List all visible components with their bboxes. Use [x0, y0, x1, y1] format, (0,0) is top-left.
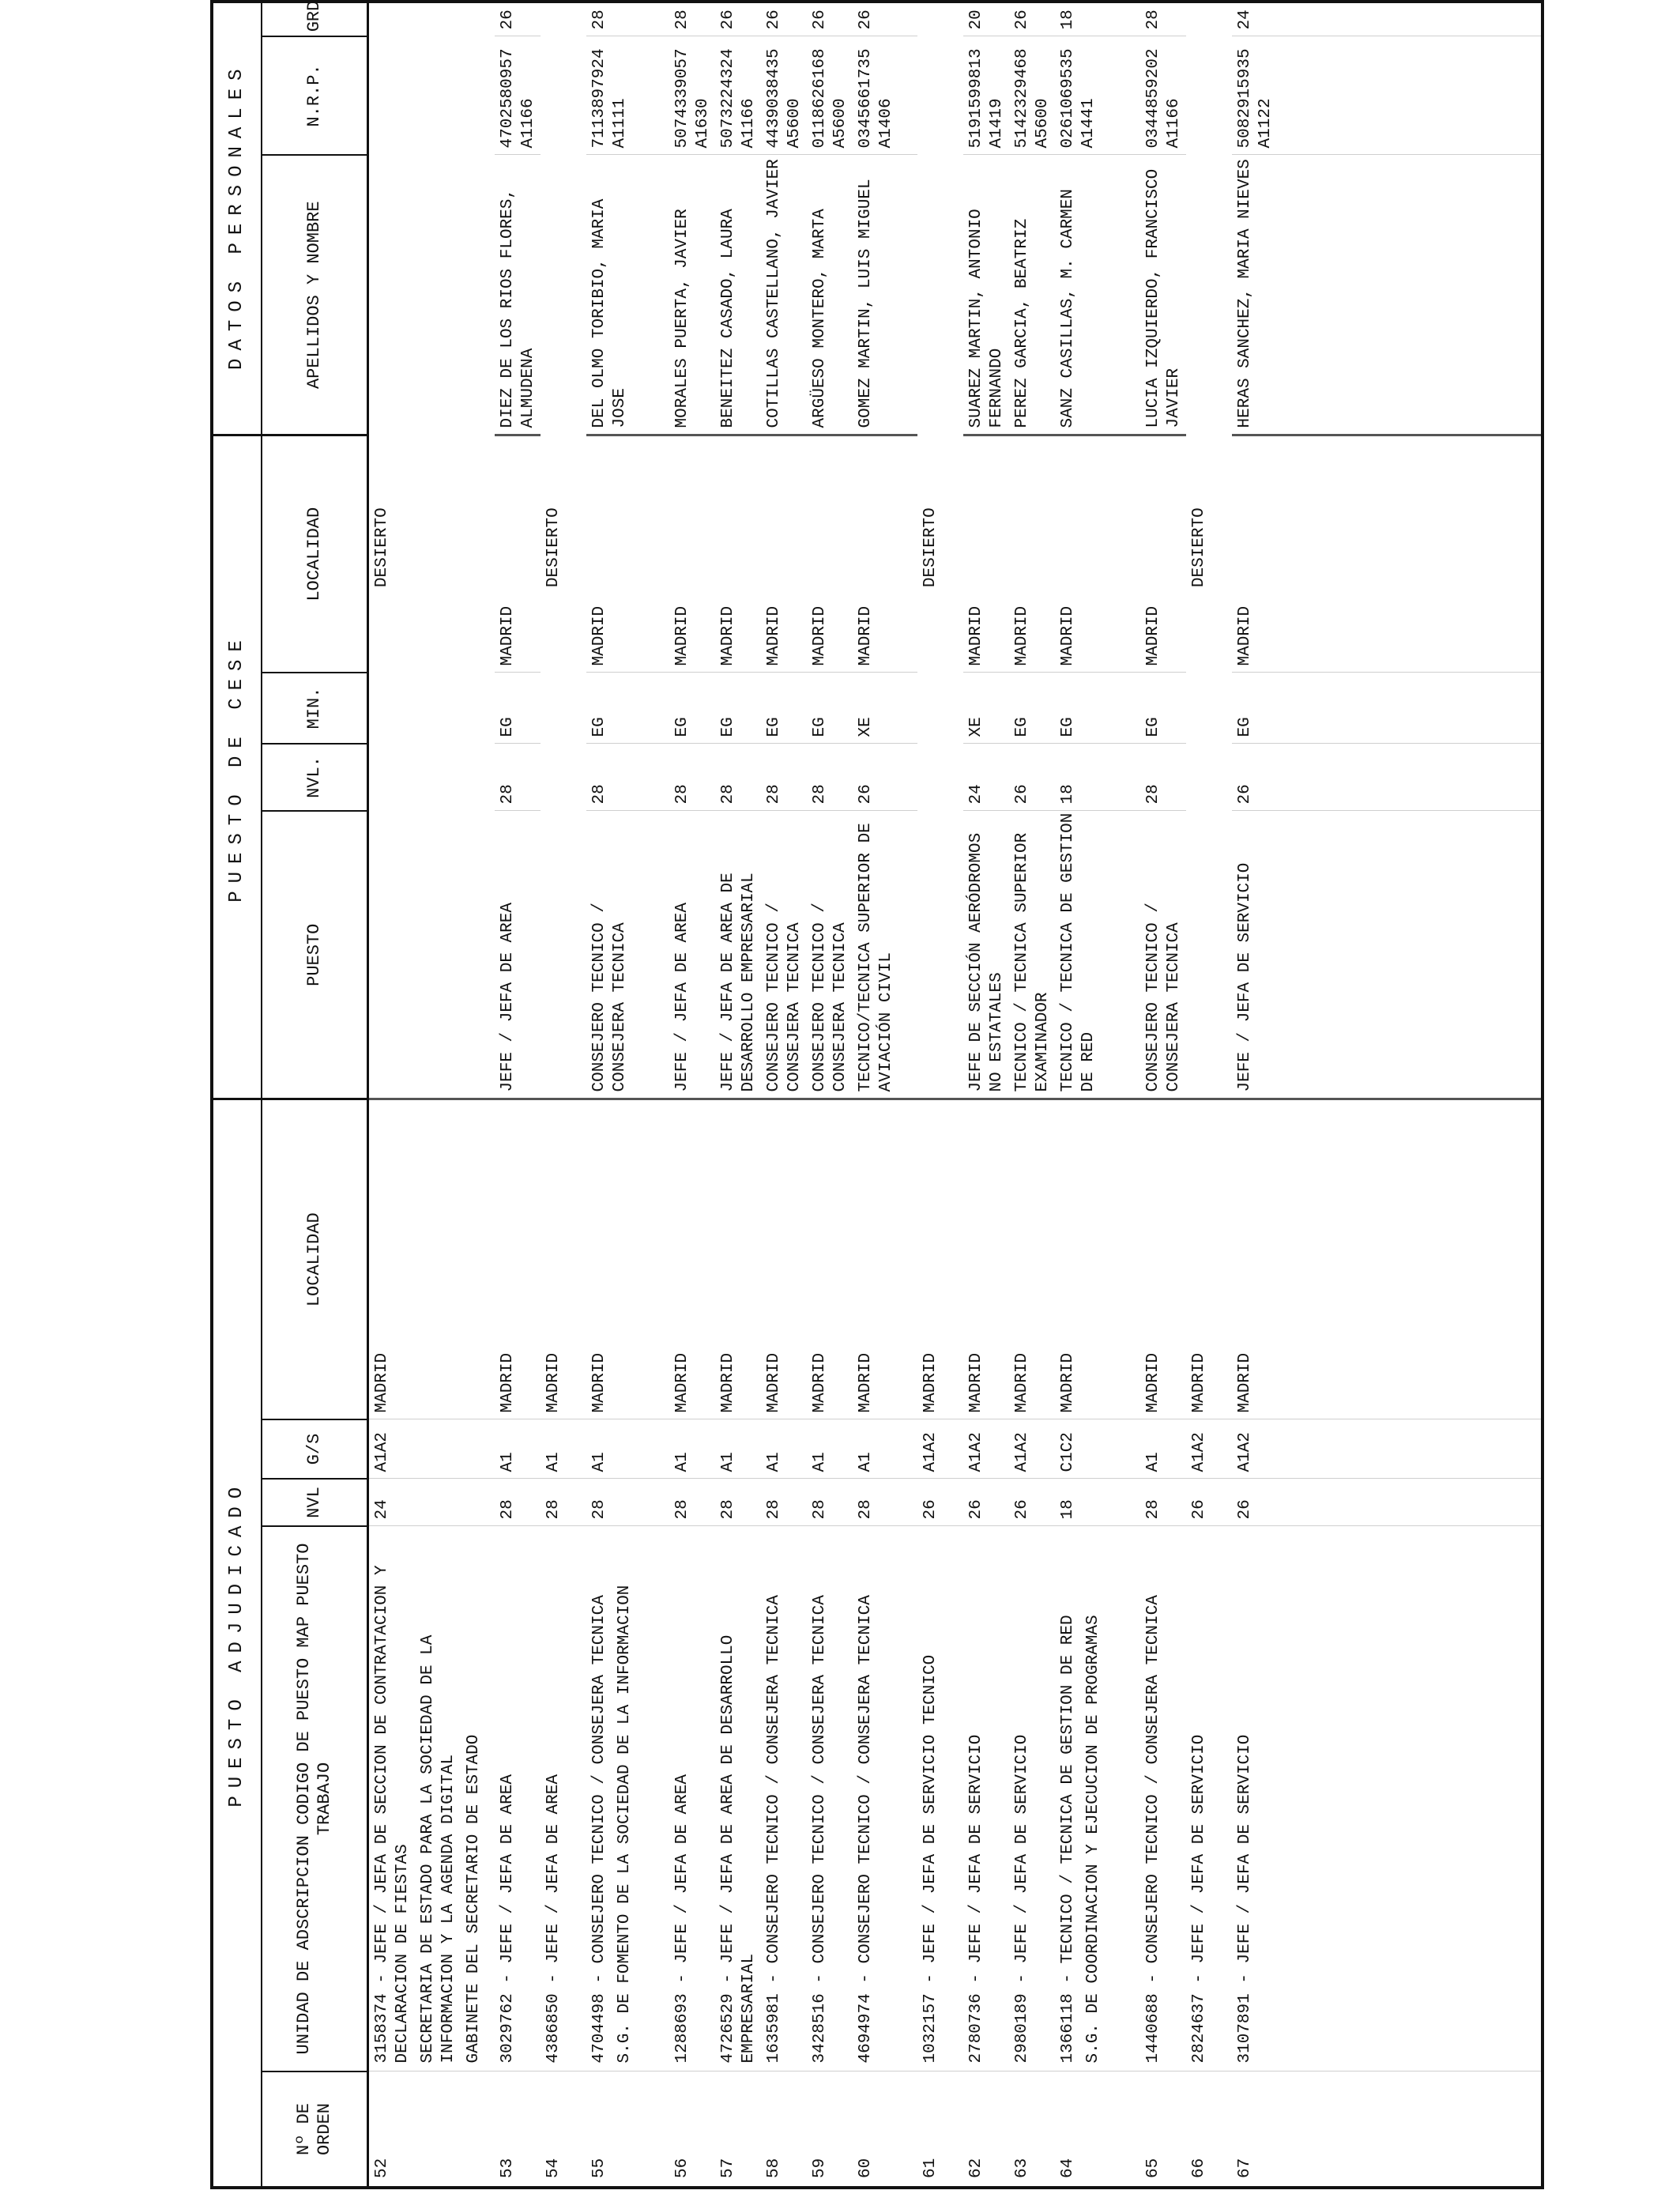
- nvl-cell: 26: [917, 1479, 962, 1526]
- puesto-map-text: 2980189 - JEFE / JEFA DE SERVICIO: [1012, 1734, 1031, 2064]
- table-row: [1054, 0, 1139, 2186]
- table-body: [367, 0, 1541, 2186]
- orden-cell: 65: [1143, 2158, 1162, 2178]
- orden-cell: 67: [1235, 2158, 1254, 2178]
- nvl-cell: 26: [1231, 1479, 1277, 1526]
- nvl-cese-cell: 28: [714, 744, 760, 811]
- apellidos-cell: SANZ CASILLAS, M. CARMEN: [1054, 155, 1139, 435]
- grd-cell: 26: [806, 0, 852, 36]
- nrp-cell: 5191599813 A1419: [962, 36, 1008, 155]
- desierto-cell: DESIERTO: [917, 0, 962, 1099]
- table-row: [586, 0, 669, 2186]
- unidad-cell: [806, 1526, 852, 2071]
- col-header-grd: GRD: [262, 0, 368, 36]
- localidad-cese-cell: MADRID: [669, 435, 714, 673]
- unidad-cell: [1008, 1526, 1054, 2071]
- filler-cell: [1277, 1419, 1541, 1479]
- nvl-cell: 26: [962, 1479, 1008, 1526]
- nvl-cese-cell: 28: [760, 744, 806, 811]
- min-cell: XE: [852, 673, 917, 744]
- min-cell: EG: [586, 673, 669, 744]
- grd-cell: 28: [1139, 0, 1185, 36]
- localidad-cell: MADRID: [669, 1099, 714, 1419]
- localidad-cell: MADRID: [760, 1099, 806, 1419]
- localidad-cese-cell: MADRID: [494, 435, 540, 673]
- gs-cell: A1: [760, 1419, 806, 1479]
- apellidos-cell: MORALES PUERTA, JAVIER: [669, 155, 714, 435]
- puesto-cese-cell: JEFE / JEFA DE SERVICIO: [1231, 811, 1277, 1099]
- filler-cell: [1277, 1479, 1541, 1526]
- unidad-cell: [714, 1526, 760, 2071]
- min-cell: EG: [760, 673, 806, 744]
- nvl-cell: 28: [669, 1479, 714, 1526]
- localidad-cell: MADRID: [494, 1099, 540, 1419]
- localidad-cese-cell: MADRID: [1231, 435, 1277, 673]
- resolution-table-frame: [210, 0, 1544, 2189]
- gs-cell: A1: [494, 1419, 540, 1479]
- orden-cell: 66: [1189, 2158, 1208, 2178]
- nrp-cell: 0345661735 A1406: [852, 36, 917, 155]
- unidad-cell: [1139, 1526, 1185, 2071]
- puesto-cese-cell: TECNICO / TECNICA DE GESTION DE RED: [1054, 811, 1139, 1099]
- nrp-cell: 0344859202 A1166: [1139, 36, 1185, 155]
- column-header-row: [262, 0, 368, 2186]
- nvl-cell: 28: [852, 1479, 917, 1526]
- nvl-cell: 28: [540, 1479, 586, 1526]
- unidad-adscripcion-text: S.G. DE COORDINACION Y EJECUCION DE PROGRAMAS: [1083, 1615, 1102, 2064]
- group-header-adjudicado: PUESTO ADJUDICADO: [225, 1479, 247, 1808]
- grd-cell: 28: [669, 0, 714, 36]
- grd-cell: 26: [494, 0, 540, 36]
- orden-cell: 55: [590, 2158, 608, 2178]
- min-cell: EG: [494, 673, 540, 744]
- filler-cell: [1277, 2071, 1541, 2186]
- table-row: [760, 0, 806, 2186]
- unidad-cell: [669, 1526, 714, 2071]
- gs-cell: A1A2: [1008, 1419, 1054, 1479]
- nvl-cese-cell: 28: [669, 744, 714, 811]
- col-header-apellidos: APELLIDOS Y NOMBRE: [262, 155, 368, 435]
- gs-cell: A1: [1139, 1419, 1185, 1479]
- table-row: [1231, 0, 1277, 2186]
- col-header-min: MIN.: [262, 673, 368, 744]
- puesto-map-text: 2824637 - JEFE / JEFA DE SERVICIO: [1189, 1734, 1208, 2064]
- group-header-datos: DATOS PERSONALES: [213, 0, 262, 435]
- nvl-cell: 28: [714, 1479, 760, 1526]
- orden-cell: 61: [921, 2158, 940, 2178]
- puesto-map-text: 4694974 - CONSEJERO TECNICO / CONSEJERA TECNICA: [856, 1595, 875, 2064]
- min-cell: EG: [1054, 673, 1139, 744]
- desierto-cell: DESIERTO: [367, 0, 494, 1099]
- gs-cell: C1C2: [1054, 1419, 1139, 1479]
- nvl-cell: 28: [1139, 1479, 1185, 1526]
- filler-cell: [1277, 744, 1541, 811]
- nvl-cese-cell: 28: [806, 744, 852, 811]
- min-cell: EG: [1008, 673, 1054, 744]
- min-cell: EG: [669, 673, 714, 744]
- gs-cell: A1A2: [1231, 1419, 1277, 1479]
- gs-cell: A1: [806, 1419, 852, 1479]
- gs-cell: A1A2: [1185, 1419, 1231, 1479]
- min-cell: XE: [962, 673, 1008, 744]
- nvl-cell: 26: [1185, 1479, 1231, 1526]
- gs-cell: A1: [852, 1419, 917, 1479]
- unidad-adscripcion-text: S.G. DE FOMENTO DE LA SOCIEDAD DE LA INFORMACION: [615, 1585, 634, 2064]
- nvl-cese-cell: 18: [1054, 744, 1139, 811]
- orden-cell: 53: [498, 2158, 517, 2178]
- col-header-gs: G/S: [262, 1419, 368, 1479]
- grd-cell: 20: [962, 0, 1008, 36]
- localidad-cell: MADRID: [586, 1099, 669, 1419]
- localidad-cese-cell: MADRID: [962, 435, 1008, 673]
- gs-cell: A1: [586, 1419, 669, 1479]
- desierto-cell: DESIERTO: [540, 0, 586, 1099]
- localidad-cese-cell: MADRID: [586, 435, 669, 673]
- desierto-cell: DESIERTO: [1185, 0, 1231, 1099]
- col-header-localidad: LOCALIDAD: [262, 1099, 368, 1419]
- unidad-cell: [962, 1526, 1008, 2071]
- table-row: [852, 0, 917, 2186]
- nrp-cell: 4702580957 A1166: [494, 36, 540, 155]
- localidad-cell: MADRID: [367, 1099, 494, 1419]
- localidad-cell: MADRID: [1054, 1099, 1139, 1419]
- gs-cell: A1: [540, 1419, 586, 1479]
- puesto-map-text: 4726529 - JEFE / JEFA DE AREA DE DESARROLLO EMPRESARIAL: [718, 1634, 758, 2064]
- nvl-cese-cell: 28: [1139, 744, 1185, 811]
- grd-cell: 26: [1008, 0, 1054, 36]
- localidad-cese-cell: MADRID: [1139, 435, 1185, 673]
- localidad-cell: MADRID: [852, 1099, 917, 1419]
- grd-cell: 26: [760, 0, 806, 36]
- apellidos-cell: PEREZ GARCIA, BEATRIZ: [1008, 155, 1054, 435]
- grd-cell: 26: [852, 0, 917, 36]
- puesto-cese-cell: CONSEJERO TECNICO / CONSEJERA TECNICA: [806, 811, 852, 1099]
- min-cell: EG: [1139, 673, 1185, 744]
- min-cell: EG: [806, 673, 852, 744]
- filler-cell: [1277, 36, 1541, 155]
- puesto-cese-cell: TECNICO / TECNICA SUPERIOR EXAMINADOR: [1008, 811, 1054, 1099]
- grd-cell: 26: [714, 0, 760, 36]
- nvl-cese-cell: 26: [1008, 744, 1054, 811]
- nvl-cese-cell: 26: [852, 744, 917, 811]
- puesto-map-text: 1366118 - TECNICO / TECNICA DE GESTION DE RED: [1058, 1615, 1077, 2064]
- localidad-cell: MADRID: [917, 1099, 962, 1419]
- nvl-cell: 26: [1008, 1479, 1054, 1526]
- apellidos-cell: SUAREZ MARTIN, ANTONIO FERNANDO: [962, 155, 1008, 435]
- puesto-cese-cell: JEFE / JEFA DE AREA DE DESARROLLO EMPRESARIAL: [714, 811, 760, 1099]
- table-filler-row: [1277, 0, 1541, 2186]
- nvl-cell: 28: [586, 1479, 669, 1526]
- localidad-cell: MADRID: [1231, 1099, 1277, 1419]
- puesto-map-text: 3029762 - JEFE / JEFA DE AREA: [498, 1774, 517, 2064]
- nvl-cese-cell: 28: [494, 744, 540, 811]
- col-header-localidad-cese: LOCALIDAD: [262, 435, 368, 673]
- puesto-map-text: 2780736 - JEFE / JEFA DE SERVICIO: [966, 1734, 985, 2064]
- localidad-cese-cell: MADRID: [760, 435, 806, 673]
- puesto-map-text: 3158374 - JEFE / JEFA DE SECCION DE CONTRATACION Y DECLARACION DE FIESTAS: [372, 1565, 412, 2064]
- localidad-cese-cell: MADRID: [714, 435, 760, 673]
- puesto-map-text: 1288693 - JEFE / JEFA DE AREA: [672, 1774, 691, 2064]
- table-row: [669, 0, 714, 2186]
- nvl-cell: 24: [367, 1479, 494, 1526]
- filler-cell: [1277, 1526, 1541, 2071]
- puesto-cese-cell: CONSEJERO TECNICO / CONSEJERA TECNICA: [586, 811, 669, 1099]
- puesto-cese-cell: CONSEJERO TECNICO / CONSEJERA TECNICA: [760, 811, 806, 1099]
- nrp-cell: 0261069535 A1441: [1054, 36, 1139, 155]
- unidad-cell: [1185, 1526, 1231, 2071]
- filler-cell: [1277, 155, 1541, 435]
- nvl-cese-cell: 26: [1231, 744, 1277, 811]
- table-row: [1008, 0, 1054, 2186]
- filler-cell: [1277, 435, 1541, 673]
- grd-cell: 24: [1231, 0, 1277, 36]
- table-row: [1185, 0, 1231, 2186]
- puesto-cese-cell: JEFE / JEFA DE AREA: [669, 811, 714, 1099]
- table-row: [540, 0, 586, 2186]
- filler-cell: [1277, 1099, 1541, 1419]
- nvl-cese-cell: 24: [962, 744, 1008, 811]
- localidad-cell: MADRID: [540, 1099, 586, 1419]
- puesto-map-text: 1440688 - CONSEJERO TECNICO / CONSEJERA TECNICA: [1143, 1595, 1162, 2064]
- nvl-cell: 18: [1054, 1479, 1139, 1526]
- table-row: [806, 0, 852, 2186]
- puesto-map-text: 1635981 - CONSEJERO TECNICO / CONSEJERA TECNICA: [764, 1595, 783, 2064]
- nvl-cell: 28: [494, 1479, 540, 1526]
- localidad-cese-cell: MADRID: [852, 435, 917, 673]
- col-header-unidad: UNIDAD DE ADSCRIPCION CODIGO DE PUESTO MAP PUESTO TRABAJO: [262, 1526, 368, 2071]
- table-row: [962, 0, 1008, 2186]
- orden-cell: 63: [1012, 2158, 1031, 2178]
- localidad-cese-cell: MADRID: [1008, 435, 1054, 673]
- unidad-cell: [760, 1526, 806, 2071]
- apellidos-cell: LUCIA IZQUIERDO, FRANCISCO JAVIER: [1139, 155, 1185, 435]
- orden-cell: 58: [764, 2158, 783, 2178]
- col-header-puesto-cese: PUESTO: [262, 811, 368, 1099]
- localidad-cell: MADRID: [1139, 1099, 1185, 1419]
- localidad-cell: MADRID: [1185, 1099, 1231, 1419]
- nrp-cell: 4439038435 A5600: [760, 36, 806, 155]
- col-header-orden: Nº DE ORDEN: [262, 2071, 368, 2186]
- unidad-cell: [494, 1526, 540, 2071]
- puesto-cese-cell: JEFE DE SECCIÓN AERÓDROMOS NO ESTATALES: [962, 811, 1008, 1099]
- unidad-cell: [367, 1526, 494, 2071]
- nrp-cell: 5074339057 A1630: [669, 36, 714, 155]
- table-row: [1139, 0, 1185, 2186]
- localidad-cell: MADRID: [1008, 1099, 1054, 1419]
- unidad-cell: [1231, 1526, 1277, 2071]
- orden-cell: 64: [1058, 2158, 1077, 2178]
- nrp-cell: 7113897924 A1111: [586, 36, 669, 155]
- col-header-nvl: NVL: [262, 1479, 368, 1526]
- orden-cell: 56: [672, 2158, 691, 2178]
- unidad-cell: [586, 1526, 669, 2071]
- orden-cell: 60: [856, 2158, 875, 2178]
- puesto-map-text: 4704498 - CONSEJERO TECNICO / CONSEJERA TECNICA: [590, 1595, 608, 2064]
- grd-cell: 28: [586, 0, 669, 36]
- orden-cell: 54: [544, 2158, 563, 2178]
- unidad-cell: [917, 1526, 962, 2071]
- gs-cell: A1A2: [962, 1419, 1008, 1479]
- nvl-cell: 28: [760, 1479, 806, 1526]
- localidad-cese-cell: MADRID: [1054, 435, 1139, 673]
- nrp-cell: 5142329468 A5600: [1008, 36, 1054, 155]
- orden-cell: 62: [966, 2158, 985, 2178]
- puesto-cese-cell: TECNICO/TECNICA SUPERIOR DE AVIACIÓN CIVIL: [852, 811, 917, 1099]
- gs-cell: A1: [669, 1419, 714, 1479]
- unidad-cell: [1054, 1526, 1139, 2071]
- apellidos-cell: ARGÜESO MONTERO, MARTA: [806, 155, 852, 435]
- puesto-cese-cell: JEFE / JEFA DE AREA: [494, 811, 540, 1099]
- localidad-cell: MADRID: [806, 1099, 852, 1419]
- apellidos-cell: BENEITEZ CASADO, LAURA: [714, 155, 760, 435]
- unidad-cell: [540, 1526, 586, 2071]
- group-header-cese: PUESTO DE CESE: [213, 435, 262, 1099]
- puesto-map-text: 4386850 - JEFE / JEFA DE AREA: [544, 1774, 563, 2064]
- filler-cell: [1277, 0, 1541, 36]
- apellidos-cell: DIEZ DE LOS RIOS FLORES, ALMUDENA: [494, 155, 540, 435]
- table-row: [494, 0, 540, 2186]
- table-row: [367, 0, 494, 2186]
- puesto-map-text: 3107891 - JEFE / JEFA DE SERVICIO: [1235, 1734, 1254, 2064]
- nvl-cese-cell: 28: [586, 744, 669, 811]
- localidad-cese-cell: MADRID: [806, 435, 852, 673]
- nrp-cell: 5073224324 A1166: [714, 36, 760, 155]
- resolution-table: [213, 0, 1541, 2186]
- apellidos-cell: HERAS SANCHEZ, MARIA NIEVES: [1231, 155, 1277, 435]
- orden-cell: 59: [810, 2158, 829, 2178]
- gs-cell: A1A2: [917, 1419, 962, 1479]
- apellidos-cell: GOMEZ MARTIN, LUIS MIGUEL: [852, 155, 917, 435]
- filler-cell: [1277, 673, 1541, 744]
- apellidos-cell: DEL OLMO TORIBIO, MARIA JOSE: [586, 155, 669, 435]
- unidad-cell: [852, 1526, 917, 2071]
- nrp-cell: 0118626168 A5600: [806, 36, 852, 155]
- puesto-cese-cell: CONSEJERO TECNICO / CONSEJERA TECNICA: [1139, 811, 1185, 1099]
- orden-cell: 57: [718, 2158, 737, 2178]
- unidad-adscripcion-text: GABINETE DEL SECRETARIO DE ESTADO: [464, 1734, 483, 2064]
- table-row: [917, 0, 962, 2186]
- apellidos-cell: COTILLAS CASTELLANO, JAVIER: [760, 155, 806, 435]
- col-header-nvl-cese: NVL.: [262, 744, 368, 811]
- gs-cell: A1: [714, 1419, 760, 1479]
- nvl-cell: 28: [806, 1479, 852, 1526]
- unidad-adscripcion-text: SECRETARIA DE ESTADO PARA LA SOCIEDAD DE LA INFORMACION Y LA AGENDA DIGITAL: [418, 1634, 458, 2064]
- localidad-cell: MADRID: [714, 1099, 760, 1419]
- localidad-cell: MADRID: [962, 1099, 1008, 1419]
- grd-cell: 18: [1054, 0, 1139, 36]
- filler-cell: [1277, 811, 1541, 1099]
- puesto-map-text: 3428516 - CONSEJERO TECNICO / CONSEJERA TECNICA: [810, 1595, 829, 2064]
- min-cell: EG: [1231, 673, 1277, 744]
- nrp-cell: 5082915935 A1122: [1231, 36, 1277, 155]
- table-row: [714, 0, 760, 2186]
- puesto-map-text: 1032157 - JEFE / JEFA DE SERVICIO TECNICO: [921, 1654, 940, 2064]
- group-header-row: [213, 0, 262, 2186]
- min-cell: EG: [714, 673, 760, 744]
- col-header-nrp: N.R.P.: [262, 36, 368, 155]
- gs-cell: A1A2: [367, 1419, 494, 1479]
- orden-cell: 52: [372, 2158, 391, 2178]
